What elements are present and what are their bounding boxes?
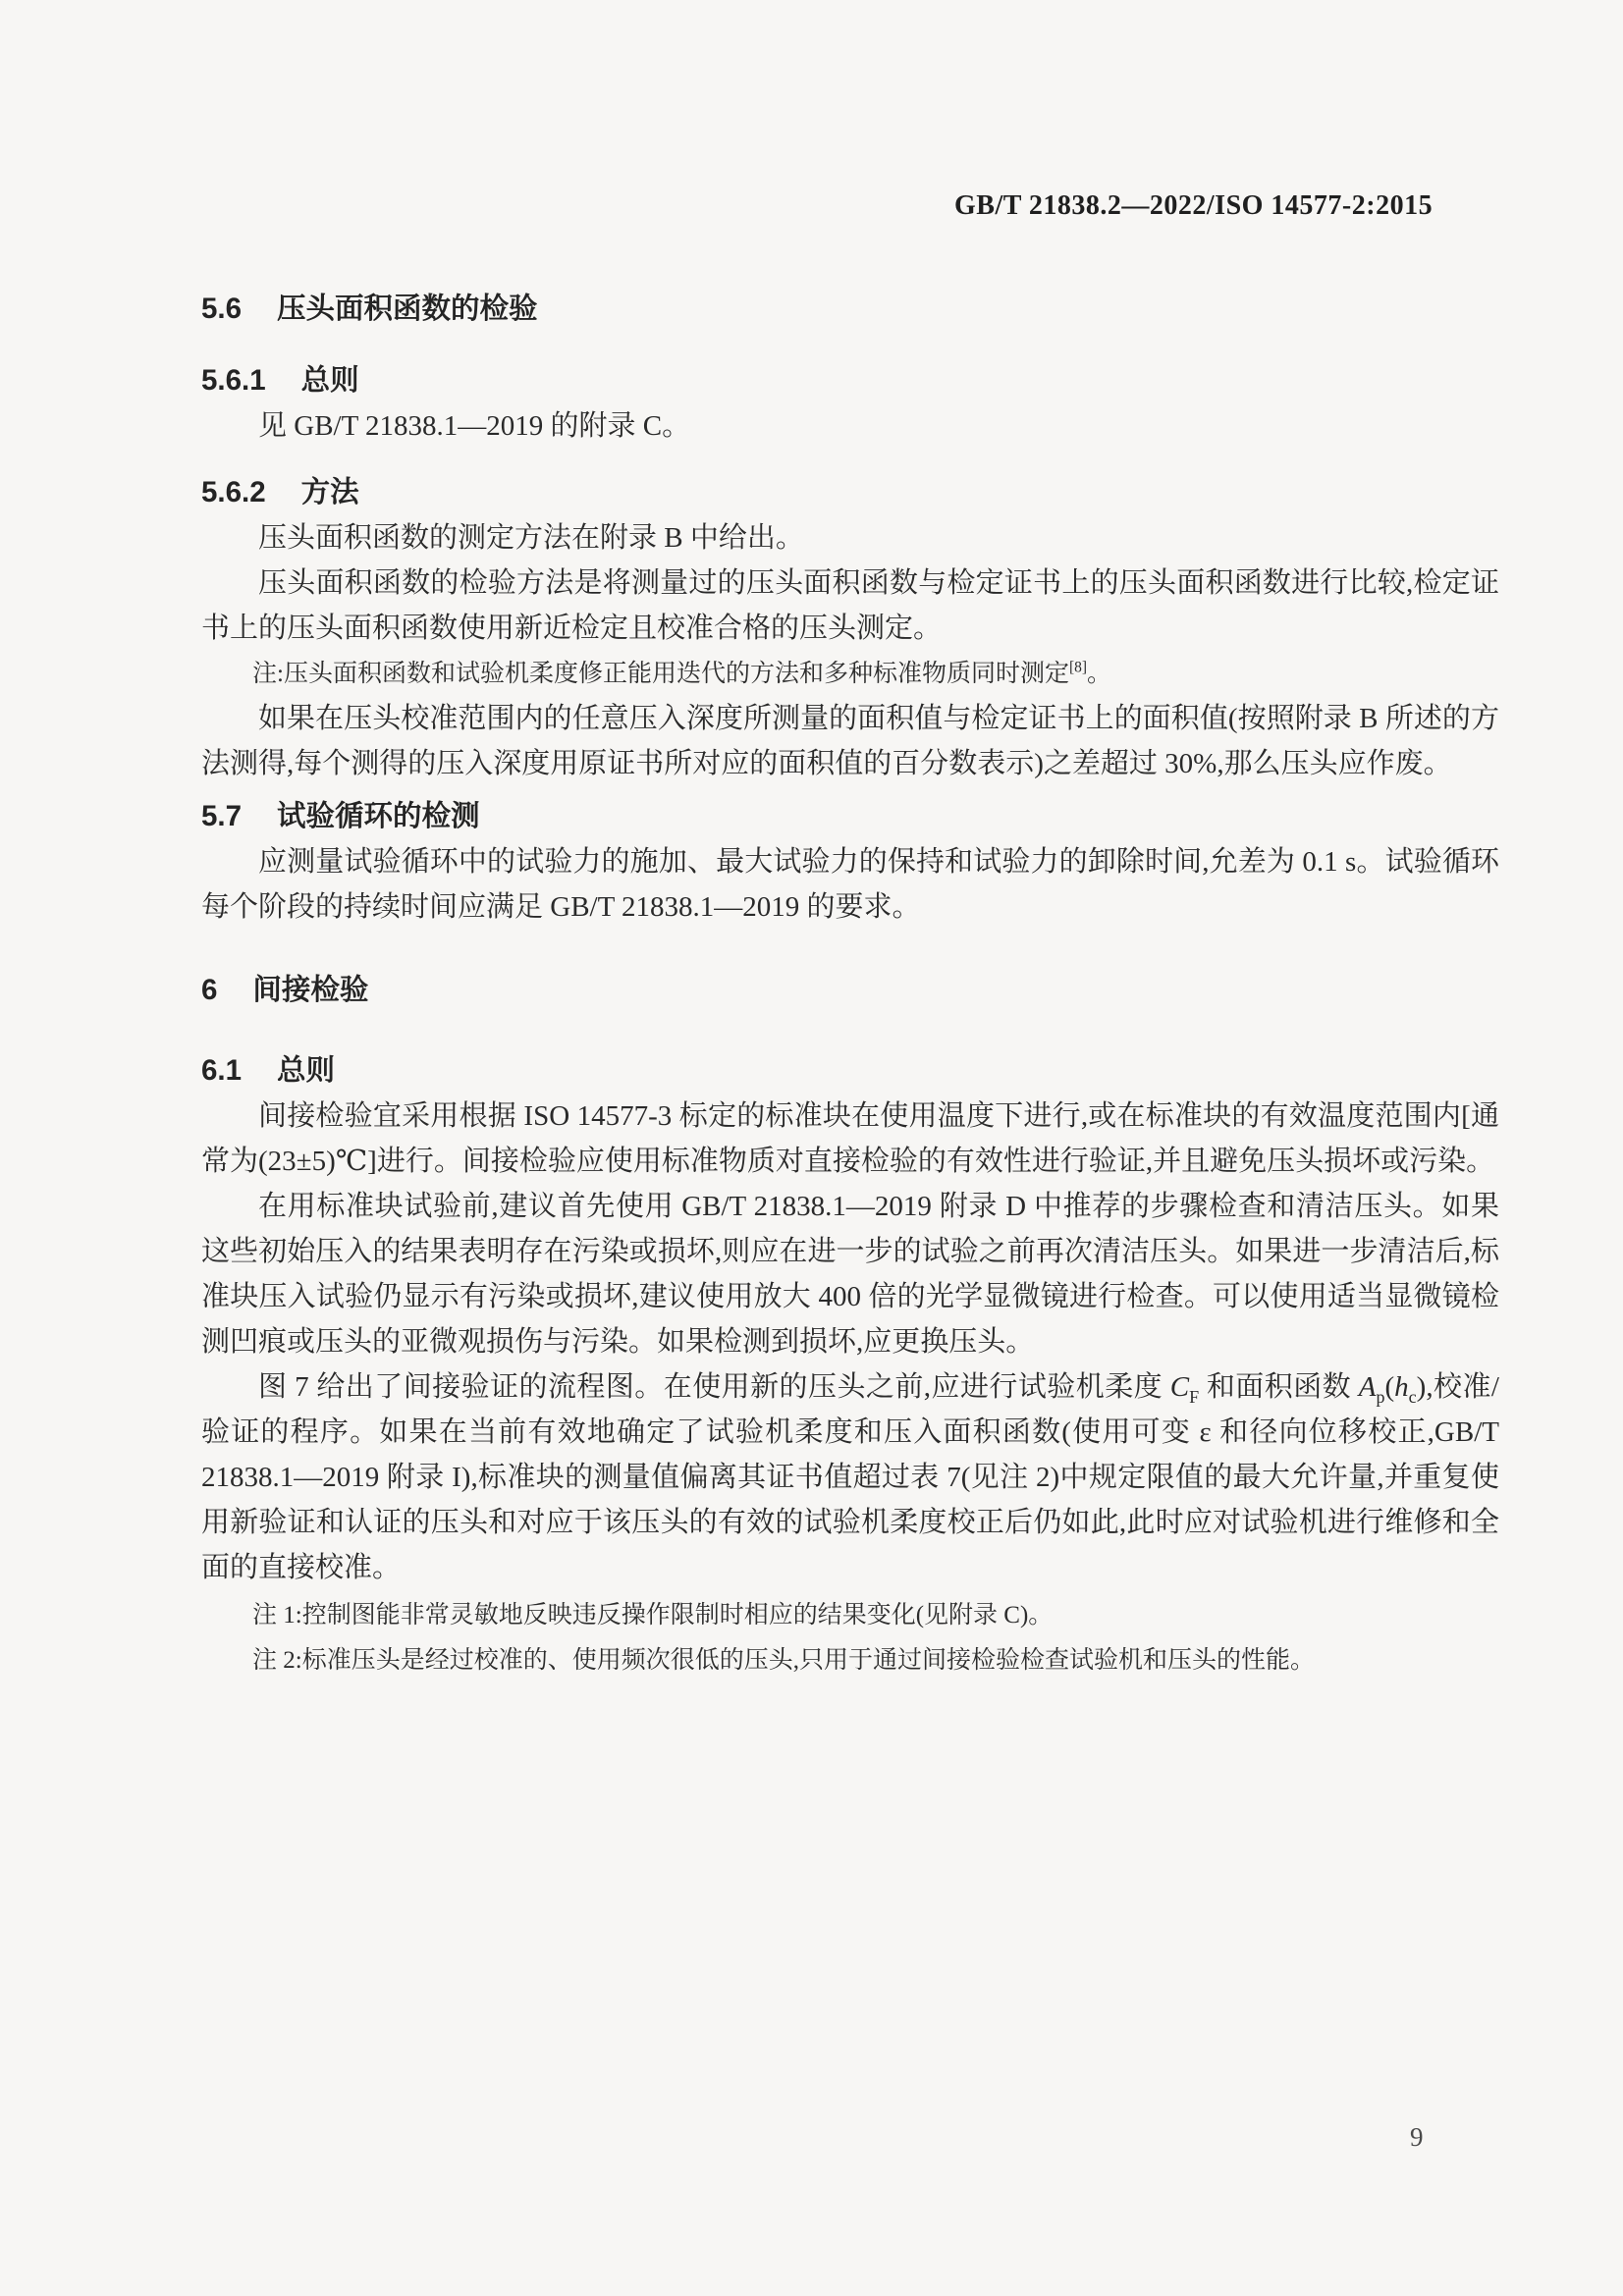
- heading-title: 方法: [300, 476, 359, 508]
- heading-number: 5.6.1: [201, 364, 266, 397]
- paragraph-indirect-verification-general: 间接检验宜采用根据 ISO 14577-3 标定的标准块在使用温度下进行,或在标准块的有效温度范围内[通常为(23±5)℃]进行。间接检验应使用标准物质对直接检验的有效性进行验证,并且避免压头损坏或污染。: [201, 1100, 1499, 1177]
- variable-compliance: C: [1169, 1371, 1190, 1403]
- heading-5-6-1: [201, 358, 1499, 403]
- heading-number: 5.7: [201, 800, 243, 832]
- note-text-end: 。: [1087, 661, 1112, 687]
- paragraph-area-function-method: 压头面积函数的测定方法在附录 B 中给出。: [258, 522, 804, 554]
- fig7-text-2: 和面积函数: [1199, 1371, 1359, 1403]
- note-2-reference-indenter: 注 2:标准压头是经过校准的、使用频次很低的压头,只用于通过间接检验检查试验机和压头的性能。: [252, 1647, 1315, 1674]
- variable-compliance-subscript: F: [1189, 1386, 1200, 1407]
- heading-5-6-2: [201, 470, 1499, 515]
- formula-left-paren: (: [1384, 1371, 1395, 1403]
- page-content: [201, 287, 1499, 1682]
- paragraph-clean-indenter: 在用标准块试验前,建议首先使用 GB/T 21838.1—2019 附录 D 中推荐的步骤检查和清洁压头。如果这些初始压入的结果表明存在污染或损坏,则应在进一步的试验之前再次清洁压头。如果进一步清洁后,标准块压入试验仍显示有污染或损坏,建议使用放大 400 倍的光学显微镜进行检查。可以使用适当显微镜检测凹痕或压头的亚微观损伤与污染。如果检测到损坏,应更换压头。: [201, 1191, 1499, 1358]
- heading-5-7: [201, 794, 1499, 839]
- heading-5-6: [201, 287, 1499, 332]
- note-text: 注:压头面积函数和试验机柔度修正能用迭代的方法和多种标准物质同时测定: [252, 661, 1069, 687]
- paragraph-area-function-verification: 压头面积函数的检验方法是将测量过的压头面积函数与检定证书上的压头面积函数进行比较,检定证书上的压头面积函数使用新近检定且校准合格的压头测定。: [201, 567, 1499, 644]
- heading-number: 6.1: [201, 1054, 243, 1087]
- variable-area-function: A: [1358, 1371, 1377, 1403]
- running-header: GB/T 21838.2—2022/ISO 14577-2:2015: [954, 190, 1434, 221]
- fig7-text-1: 图 7 给出了间接验证的流程图。在使用新的压头之前,应进行试验机柔度: [258, 1371, 1170, 1403]
- heading-number: 5.6.2: [201, 476, 266, 508]
- heading-title: 总则: [300, 364, 359, 397]
- variable-depth: h: [1394, 1371, 1409, 1403]
- paragraph-test-cycle: 应测量试验循环中的试验力的施加、最大试验力的保持和试验力的卸除时间,允差为 0.1 s。试验循环每个阶段的持续时间应满足 GB/T 21838.1—2019 的要求。: [201, 846, 1499, 923]
- variable-depth-subscript: c: [1408, 1386, 1417, 1407]
- note-1-control-chart: 注 1:控制图能非常灵敏地反映违反操作限制时相应的结果变化(见附录 C)。: [252, 1602, 1054, 1629]
- heading-6: [201, 968, 1499, 1013]
- paragraph-see-annex-c: 见 GB/T 21838.1—2019 的附录 C。: [258, 410, 691, 442]
- page-number: 9: [1410, 2122, 1424, 2152]
- fig7-text-3: ,校准/验证的程序。如果在当前有效地确定了试验机柔度和压入面积函数(使用可变 ε 和径向位移校正,GB/T 21838.1—2019 附录 I),标准块的测量值偏离其证书值超过表 7(见注 2)中规定限值的最大允许量,并重复使用新验证和认证的压头和对应于该压头的有效的试验机柔度校正后仍如此,此时应对试验机进行维修和全面的直接校准。: [201, 1371, 1499, 1583]
- heading-title: 压头面积函数的检验: [277, 293, 538, 325]
- reference-superscript: [8]: [1068, 659, 1088, 676]
- heading-title: 总则: [277, 1054, 336, 1087]
- heading-title: 间接检验: [252, 974, 369, 1006]
- heading-title: 试验循环的检测: [277, 800, 480, 832]
- variable-area-subscript: p: [1376, 1386, 1385, 1407]
- paragraph-figure7-flow: [201, 1364, 1499, 1590]
- note-iterative-method: [201, 653, 1499, 696]
- heading-6-1: [201, 1048, 1499, 1094]
- paragraph-30-percent-rule: 如果在压头校准范围内的任意压入深度所测量的面积值与检定证书上的面积值(按照附录 B 所述的方法测得,每个测得的压入深度用原证书所对应的面积值的百分数表示)之差超过 30%,那么压头应作废。: [201, 703, 1499, 779]
- heading-number: 5.6: [201, 293, 243, 325]
- formula-right-paren: ): [1416, 1371, 1427, 1403]
- heading-number: 6: [201, 974, 218, 1006]
